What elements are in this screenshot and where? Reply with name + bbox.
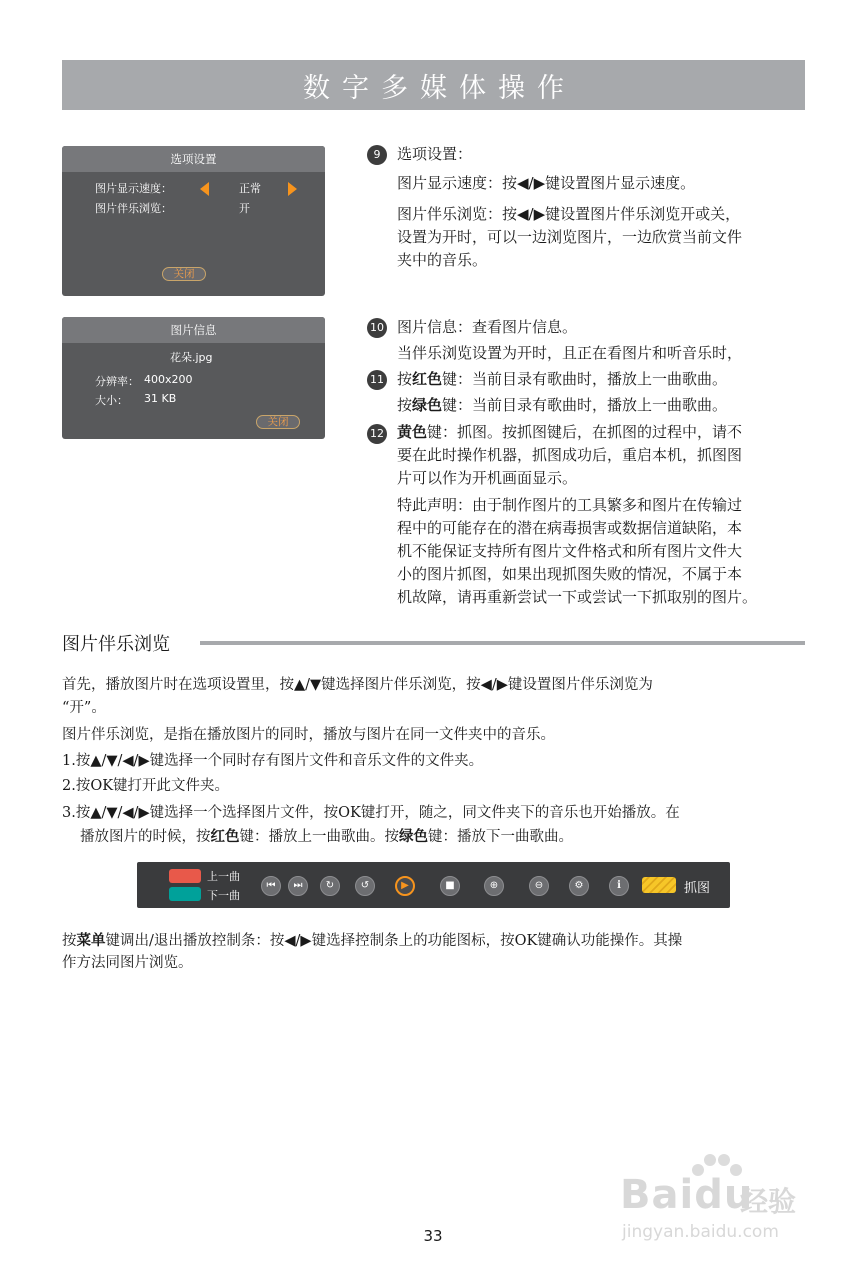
step3-text-c: 键：播放下一曲歌曲。	[428, 829, 573, 845]
info-filename: 花朵.jpg	[170, 351, 213, 364]
size-value: 31 KB	[144, 392, 177, 405]
info-panel	[62, 317, 325, 439]
item-number-12: 12	[367, 424, 387, 444]
options-panel	[62, 146, 325, 296]
zoom-in-icon[interactable]: ⊕	[484, 876, 504, 896]
item9-line1: 图片显示速度：按◀/▶键设置图片显示速度。	[397, 174, 696, 192]
zoom-out-icon[interactable]: ⊖	[529, 876, 549, 896]
page-header	[62, 60, 805, 110]
green-key-swatch	[169, 887, 201, 901]
item11-text-b: 键：当前目录有歌曲时，播放上一曲歌曲。	[442, 370, 728, 388]
speed-value: 正常	[239, 182, 261, 195]
options-close-button[interactable]: 关闭	[162, 267, 206, 281]
notice-line3: 机不能保证支持所有图片文件格式和所有图片文件大	[397, 542, 743, 560]
yellow-key-label: 黄色	[397, 423, 428, 441]
step-1: 1.按▲/▼/◀/▶键选择一个同时存有图片文件和音乐文件的文件夹。	[62, 753, 484, 769]
green-key-label: 绿色	[412, 396, 443, 414]
item-number-10: 10	[367, 318, 387, 338]
step3-red-label: 红色	[210, 828, 240, 845]
footer-text-b: 键调出/退出播放控制条：按◀/▶键选择控制条上的功能图标，按OK键确认功能操作。其操	[105, 933, 683, 949]
notice-line1: 特此声明：由于制作图片的工具繁多和图片在传输过	[397, 496, 743, 514]
watermark-url: jingyan.baidu.com	[622, 1222, 779, 1242]
notice-line4: 小的图片抓图，如果出现抓图失败的情况，不属于本	[397, 565, 743, 583]
rotate-left-icon[interactable]: ↺	[355, 876, 375, 896]
item11-text-a: 按	[397, 370, 413, 388]
item-number-9: 9	[367, 145, 387, 165]
left-arrow-icon	[200, 182, 209, 196]
red-key-swatch	[169, 869, 201, 883]
step-2: 2.按OK键打开此文件夹。	[62, 778, 230, 794]
item10-line1: 图片信息：查看图片信息。	[397, 318, 578, 336]
next-icon[interactable]: ⏭	[288, 876, 308, 896]
step-3: 3.按▲/▼/◀/▶键选择一个选择图片文件，按OK键打开，随之，同文件夹下的音乐也开始播放。在	[62, 805, 680, 821]
item12-line1	[397, 421, 742, 444]
footer-line1	[62, 929, 682, 953]
section-title: 图片伴乐浏览	[62, 634, 170, 655]
item12-text-1: 键：抓图。按抓图键后，在抓图的过程中，请不	[427, 423, 743, 441]
menu-key-label: 菜单	[76, 932, 106, 949]
previous-icon[interactable]: ⏮	[261, 876, 281, 896]
watermark-cn: 经验	[740, 1185, 797, 1218]
music-browse-label: 图片伴乐浏览：	[95, 202, 172, 215]
item11-line1	[397, 368, 727, 391]
settings-icon[interactable]: ⚙	[569, 876, 589, 896]
footer-text-a: 按	[62, 933, 77, 949]
next-track-label: 下一曲	[207, 889, 240, 902]
step3-text-b: 键：播放上一曲歌曲。按	[239, 829, 399, 845]
section-para1: 首先，播放图片时在选项设置里，按▲/▼键选择图片伴乐浏览，按◀/▶键设置图片伴乐浏览为	[62, 677, 653, 693]
info-icon[interactable]: i	[609, 876, 629, 896]
info-panel-title: 图片信息	[62, 317, 325, 343]
item10-line2: 当伴乐浏览设置为开时，且正在看图片和听音乐时，	[397, 344, 743, 362]
music-browse-value: 开	[239, 202, 250, 215]
item11-line2	[397, 394, 727, 417]
notice-line5: 机故障，请再重新尝试一下或尝试一下抓取别的图片。	[397, 588, 758, 606]
section-divider	[200, 641, 805, 645]
rotate-right-icon[interactable]: ↻	[320, 876, 340, 896]
notice-line2: 程中的可能存在的潜在病毒损害或数据信道缺陷，本	[397, 519, 743, 537]
page-number: 33	[423, 1227, 443, 1245]
item9-title: 选项设置：	[397, 145, 473, 163]
stop-icon[interactable]: ■	[440, 876, 460, 896]
item9-line2: 图片伴乐浏览：按◀/▶键设置图片伴乐浏览开或关，	[397, 205, 741, 223]
item11-text-d: 键：当前目录有歌曲时，播放上一曲歌曲。	[442, 396, 728, 414]
item12-line3: 片可以作为开机画面显示。	[397, 469, 578, 487]
step3-text-a: 播放图片的时候，按	[80, 829, 211, 845]
section-para2: 图片伴乐浏览，是指在播放图片的同时，播放与图片在同一文件夹中的音乐。	[62, 727, 555, 743]
item11-text-c: 按	[397, 396, 413, 414]
header-title: 数字多媒体操作	[303, 72, 576, 104]
info-close-button[interactable]: 关闭	[256, 415, 300, 429]
footer-line2: 作方法同图片浏览。	[62, 955, 193, 971]
size-label: 大小：	[95, 394, 128, 407]
capture-label: 抓图	[684, 881, 711, 896]
item9-line3: 设置为开时，可以一边浏览图片，一边欣赏当前文件	[397, 228, 743, 246]
section-para1b: “开”。	[62, 700, 106, 716]
watermark-brand: Baidu	[620, 1172, 754, 1218]
play-icon[interactable]: ▶	[395, 876, 415, 896]
step-3-cont	[80, 825, 573, 849]
resolution-label: 分辨率：	[95, 375, 139, 388]
item12-line2: 要在此时操作机器，抓图成功后，重启本机，抓图图	[397, 446, 743, 464]
prev-track-label: 上一曲	[207, 870, 240, 883]
step3-green-label: 绿色	[399, 828, 428, 845]
resolution-value: 400x200	[144, 373, 193, 386]
playback-control-bar	[137, 862, 730, 908]
right-arrow-icon	[288, 182, 297, 196]
item-number-11: 11	[367, 370, 387, 390]
yellow-key-swatch	[642, 877, 676, 893]
red-key-label: 红色	[412, 370, 443, 388]
options-panel-title: 选项设置	[62, 146, 325, 172]
item9-line4: 夹中的音乐。	[397, 251, 488, 269]
speed-label: 图片显示速度：	[95, 182, 172, 195]
